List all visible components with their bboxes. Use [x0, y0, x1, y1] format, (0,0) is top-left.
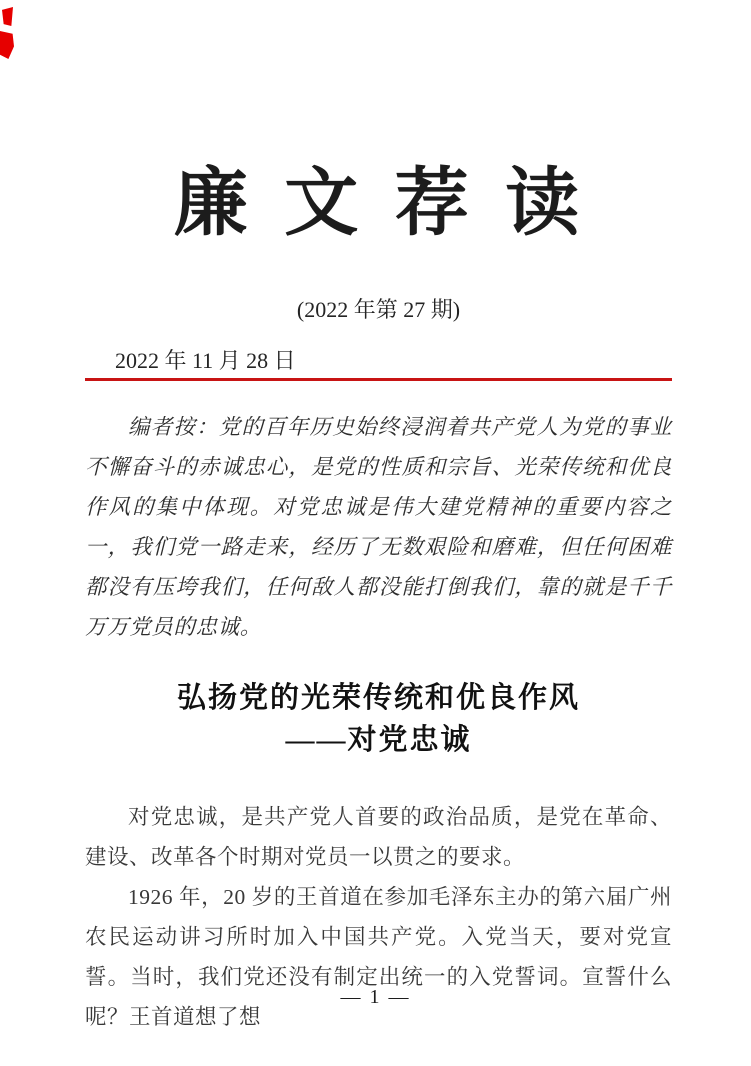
body-paragraph: 对党忠诚，是共产党人首要的政治品质，是党在革命、建设、改革各个时期对党员一以贯之的要求。 [85, 805, 672, 869]
page-edge-red-artifact [0, 7, 18, 61]
bulletin-title: 廉 文 荐 读 [173, 163, 584, 245]
page-number: — 1 — [340, 986, 411, 1008]
page-content [85, 0, 672, 1037]
article-heading [85, 677, 672, 761]
article-heading-line-1: 弘扬党的光荣传统和优良作风 [176, 682, 580, 714]
editor-note: 编者按：党的百年历史始终浸润着共产党人为党的事业不懈奋斗的赤诚忠心，是党的性质和宗旨、光荣传统和优良作风的集中体现。对党忠诚是伟大建党精神的重要内容之一，我们党一路走来，经历了无数艰险和磨难，但任何困难都没有压垮我们，任何敌人都没能打倒我们，靠的就是千千万万党员的忠诚。 [85, 415, 672, 639]
body-paragraph: 1926 年，20 岁的王首道在参加毛泽东主办的第六届广州农民运动讲习所时加入中国共产党。入党当天，要对党宣誓。当时，我们党还没有制定出统一的入党誓词。宣誓什么呢？王首道想了想 [85, 885, 672, 1029]
issue-number: (2022 年第 27 期) [296, 297, 461, 322]
article-heading-line-2: ——对党忠诚 [285, 724, 472, 756]
red-glyph-fragment [0, 31, 14, 59]
publication-date: 2022 年 11 月 28 日 [115, 348, 296, 373]
red-glyph-fragment [2, 7, 13, 26]
red-divider-rule [85, 378, 672, 381]
